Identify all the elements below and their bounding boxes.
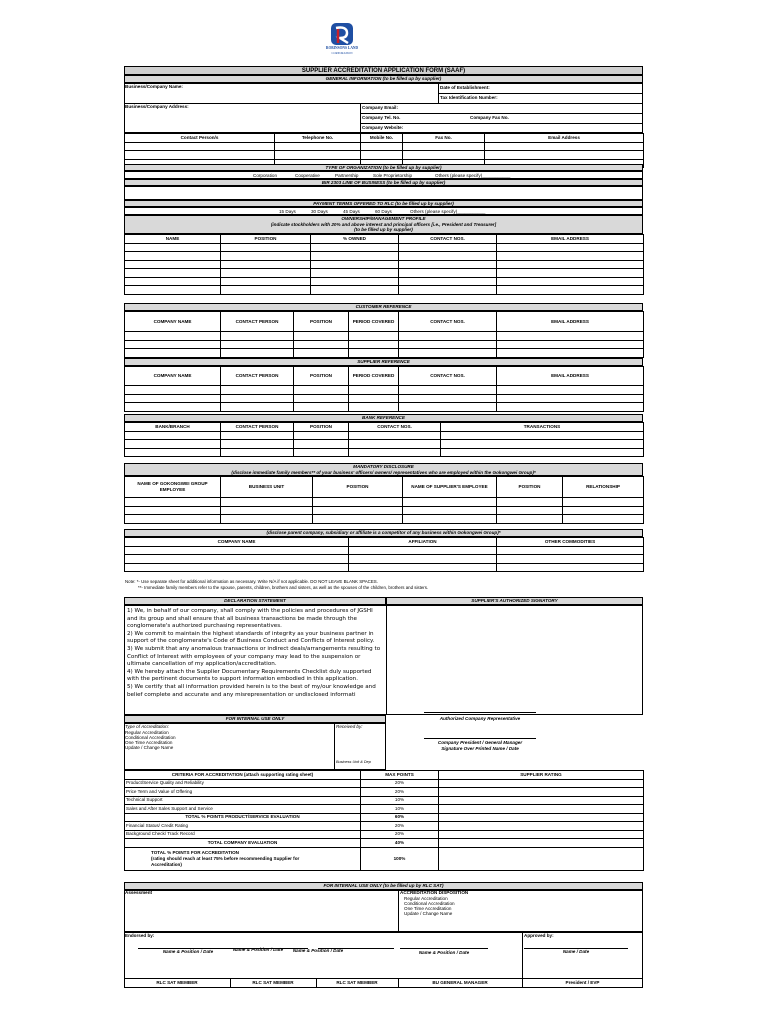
mandatory-subtitle: (disclose immediate family members** of your business' officers/ owners/ representatives who are employed within the Gokongwei Group)* bbox=[231, 469, 536, 475]
table-header-row bbox=[125, 477, 644, 498]
table-row[interactable] bbox=[125, 252, 644, 261]
ownership-table bbox=[124, 234, 644, 295]
payment-option[interactable]: Others (please specify)___________ bbox=[410, 209, 486, 214]
col-header: POSITION bbox=[221, 235, 311, 244]
table-row[interactable] bbox=[125, 332, 644, 341]
table-header-row bbox=[125, 312, 644, 332]
col-header: TRANSACTIONS bbox=[441, 423, 644, 432]
table-row: Sales and After Sales Support and Service 10% bbox=[125, 805, 644, 814]
col-header: COMPANY NAME bbox=[125, 312, 221, 332]
declaration-text bbox=[127, 608, 385, 699]
payment-option[interactable]: 30 Days bbox=[311, 209, 328, 214]
col-header: POSITION bbox=[313, 477, 403, 498]
approved-by-label: Approved by: bbox=[524, 933, 554, 938]
col-header: EMAIL ADDRESS bbox=[497, 312, 644, 332]
org-type-header: TYPE OF ORGANIZATION (to be filled up by supplier) bbox=[124, 164, 643, 171]
table-row: Financial Status/ Credit Rating 20% bbox=[125, 822, 644, 831]
table-header-row bbox=[125, 235, 644, 244]
signatory-header: SUPPLIER'S AUTHORIZED SIGNATORY bbox=[386, 597, 643, 605]
col-header: CONTACT NOS. bbox=[349, 423, 441, 432]
table-row[interactable] bbox=[125, 386, 644, 395]
declaration-item: 3) We submit that any anomalous transactions or indirect deals/arrangements resulting to Conflict of Interest with employees of your company may lead to the suspension or ultimate cancellation of my application/accreditation. bbox=[127, 645, 381, 668]
declaration-header: DECLARATION STATEMENT bbox=[124, 597, 386, 605]
role-label: RLC SAT MEMBER bbox=[252, 980, 294, 985]
col-header: BANK/BRANCH bbox=[125, 423, 221, 432]
table-row[interactable] bbox=[125, 142, 644, 151]
payment-option[interactable]: 60 Days bbox=[375, 209, 392, 214]
col-header: NAME OF SUPPLIER'S EMPLOYEE bbox=[403, 477, 497, 498]
sig-label: Name & Position / Date bbox=[292, 948, 344, 953]
table-row[interactable] bbox=[125, 506, 644, 515]
disposition-option[interactable]: Conditional Accreditation bbox=[404, 901, 455, 906]
table-row[interactable] bbox=[125, 498, 644, 507]
logo-text: ROBINSONS LAND bbox=[325, 46, 359, 50]
total-points: 100% bbox=[361, 847, 439, 870]
max-points-col-header: MAX POINTS bbox=[361, 771, 439, 780]
tin-label: Tax Identification Number: bbox=[440, 95, 498, 100]
col-header: CONTACT PERSON bbox=[221, 367, 294, 386]
customer-ref-header: CUSTOMER REFERENCE bbox=[124, 303, 643, 311]
col-header: CONTACT NOS. bbox=[399, 235, 497, 244]
sat-header: FOR INTERNAL USE ONLY (to be filled up by RLC SAT) bbox=[124, 882, 643, 890]
criteria-table bbox=[124, 770, 644, 871]
business-address-label: Business/Company Address: bbox=[125, 104, 189, 109]
sig-label: Name & Position / Date bbox=[162, 949, 214, 954]
table-row: Product/Service Quality and Reliability 20% bbox=[125, 779, 644, 788]
table-header-row bbox=[125, 367, 644, 386]
disposition-option[interactable]: Update / Change Name bbox=[404, 911, 453, 916]
sat-assessment-box bbox=[124, 890, 643, 932]
company-logo bbox=[318, 22, 366, 64]
note-line-1: Note: *- Use separate sheet for additional information as necessary. Write N/A if not applicable. DO NOT LEAVE BLANK SPACES. bbox=[125, 579, 378, 584]
bu-label: Business Unit & Dep bbox=[336, 760, 371, 764]
ownership-header bbox=[124, 215, 643, 234]
bank-ref-table bbox=[124, 422, 644, 457]
col-header: COMPANY NAME bbox=[125, 538, 349, 547]
role-label: President / EVP bbox=[565, 980, 600, 985]
table-row[interactable] bbox=[125, 277, 644, 286]
table-row[interactable] bbox=[125, 555, 644, 564]
table-row[interactable] bbox=[125, 440, 644, 449]
accreditation-type-option[interactable]: Regular Accreditation bbox=[125, 730, 169, 735]
table-row[interactable] bbox=[125, 151, 644, 160]
accreditation-type-option[interactable]: Update / Change Name bbox=[125, 745, 174, 750]
table-row[interactable] bbox=[125, 515, 644, 524]
bank-ref-header: BANK REFERENCE bbox=[124, 414, 643, 422]
org-option[interactable]: Partnership bbox=[335, 173, 359, 178]
company-email-label: Company Email: bbox=[362, 105, 398, 110]
table-row[interactable] bbox=[125, 260, 644, 269]
bir-header: BIR 2303 LINE OF BUSINESS (to be filled up by supplier) bbox=[124, 179, 643, 186]
sig-label: Name & Position / Date bbox=[418, 950, 470, 955]
role-label: BU GENERAL MANAGER bbox=[432, 980, 488, 985]
table-header-row bbox=[125, 771, 644, 780]
col-header: CONTACT PERSON bbox=[221, 423, 294, 432]
payment-terms-header: PAYMENT TERMS OFFERED TO RLC (to be filled up by supplier) bbox=[124, 200, 643, 207]
table-header-row bbox=[125, 423, 644, 432]
table-row[interactable] bbox=[125, 243, 644, 252]
col-header: Telephone No. bbox=[275, 134, 361, 143]
table-header-row bbox=[125, 538, 644, 547]
sig-label: Name / Date bbox=[562, 949, 590, 954]
col-header: PERIOD COVERED bbox=[349, 312, 399, 332]
ownership-subtitle: (indicate stockholders with 20% and above interest and principal officers [i.e., President and Treasurer] bbox=[270, 221, 497, 227]
org-type-options[interactable] bbox=[124, 171, 643, 179]
table-row[interactable] bbox=[125, 340, 644, 349]
col-header: EMAIL ADDRESS bbox=[497, 367, 644, 386]
table-row[interactable] bbox=[125, 448, 644, 457]
table-row[interactable] bbox=[125, 403, 644, 412]
col-header: POSITION bbox=[294, 423, 349, 432]
col-header: CONTACT NOS. bbox=[399, 312, 497, 332]
bir-field[interactable] bbox=[124, 186, 643, 200]
table-row[interactable] bbox=[125, 546, 644, 555]
declaration-item: 5) We certify that all information provided herein is to the best of my/our knowledge and belief complete and accurate and any misrepresentation or undisclosed informati bbox=[127, 683, 376, 698]
col-header: Mobile No. bbox=[361, 134, 403, 143]
saaf-form bbox=[124, 66, 643, 988]
accreditation-type-option[interactable]: One Time Accreditation bbox=[125, 740, 173, 745]
ownership-title: OWNERSHIP/MANAGEMENT PROFILE bbox=[341, 216, 426, 221]
received-by-label: Received by: bbox=[336, 724, 363, 729]
table-row[interactable] bbox=[125, 349, 644, 358]
declaration-item: 4) We hereby attach the Supplier Documentary Requirements Checklist duly supported with the pertinent documents to support information embodied in this application. bbox=[127, 668, 372, 683]
declaration-item: 2) We commit to maintain the highest standards of integrity as your business partner in support of the conglomerate's Code of Business Conduct and Conflicts of Interest policy. bbox=[127, 630, 375, 645]
logo-mark-icon bbox=[318, 22, 366, 64]
internal-use-header: FOR INTERNAL USE ONLY bbox=[124, 715, 386, 723]
logo-subtext: CORPORATION bbox=[331, 51, 353, 55]
col-header: EMAIL ADDRESS bbox=[497, 235, 644, 244]
rating-col-header: SUPPLIER RATING bbox=[439, 771, 644, 780]
payment-terms-options[interactable] bbox=[124, 207, 643, 215]
role-label: RLC SAT MEMBER bbox=[156, 980, 198, 985]
col-header: NAME bbox=[125, 235, 221, 244]
col-header: POSITION bbox=[497, 477, 563, 498]
accreditation-type-option[interactable]: Conditional Accreditation bbox=[125, 735, 176, 740]
competitor-disclosure-table bbox=[124, 537, 644, 572]
col-header: BUSINESS UNIT bbox=[221, 477, 313, 498]
table-row[interactable] bbox=[125, 286, 644, 295]
supplier-ref-header: SUPPLIER REFERENCE bbox=[124, 358, 643, 366]
declaration-item: 1) We, in behalf of our company, shall comply with the policies and procedures of JGSHI and its group and shall ensure that all business transactions be made through the conglomerate's authorized purchasing representatives. bbox=[127, 608, 373, 630]
disposition-option[interactable]: One Time Accreditation bbox=[404, 906, 452, 911]
table-row: Price Term and Value of Offering 20% bbox=[125, 788, 644, 797]
general-info-header: GENERAL INFORMATION (to be filled up by supplier) bbox=[124, 75, 643, 83]
competitor-disclosure-header: (disclose parent company, subsidiary or affiliate is a competitor of any business within Gokongwei Group)* bbox=[124, 529, 643, 537]
org-option[interactable]: Others (please specify)___________ bbox=[435, 173, 511, 178]
accreditation-type-label: Type of Accreditation: bbox=[125, 724, 169, 729]
endorsed-by-label: Endorsed by: bbox=[125, 933, 155, 938]
customer-ref-table bbox=[124, 311, 644, 358]
col-header: Fax No. bbox=[403, 134, 485, 143]
org-option[interactable]: Sole Proprietorship bbox=[373, 173, 413, 178]
col-header: CONTACT NOS. bbox=[399, 367, 497, 386]
payment-option[interactable]: 45 Days bbox=[343, 209, 360, 214]
sig-label: Name & Position / Date bbox=[232, 947, 284, 952]
signature-label: Signature Over Printed Name / Date bbox=[441, 746, 519, 751]
total-label: TOTAL % POINTS FOR ACCREDITATION (rating should reach at least 75% before recommending Supplier for Accreditation) bbox=[125, 847, 361, 870]
supplier-ref-table bbox=[124, 366, 644, 412]
table-row[interactable] bbox=[125, 431, 644, 440]
col-header: PERIOD COVERED bbox=[349, 367, 399, 386]
date-est-label: Date of Establishment: bbox=[440, 85, 490, 90]
col-header: CONTACT PERSON bbox=[221, 312, 294, 332]
table-row: TOTAL COMPANY EVALUATION 40% bbox=[125, 839, 644, 848]
col-header: Contact Person/s bbox=[125, 134, 275, 143]
company-tel-label: Company Tel. No. bbox=[362, 115, 401, 120]
table-row: Background Check/ Track Record 20% bbox=[125, 830, 644, 839]
criteria-col-header: CRITERIA FOR ACCREDITATION (attach supporting rating sheet) bbox=[125, 771, 361, 780]
form-title: SUPPLIER ACCREDITATION APPLICATION FORM (SAAF) bbox=[124, 66, 643, 75]
col-header: OTHER COMMODITIES bbox=[497, 538, 644, 547]
mandatory-title: MANDATORY DISCLOSURE bbox=[353, 464, 414, 469]
disposition-option[interactable]: Regular Accreditation bbox=[404, 896, 448, 901]
ownership-note: (to be filled up by supplier) bbox=[354, 227, 413, 233]
declaration-box bbox=[124, 605, 643, 715]
col-header: COMPANY NAME bbox=[125, 367, 221, 386]
col-header: RELATIONSHIP bbox=[563, 477, 644, 498]
business-name-label: Business/Company Name: bbox=[125, 84, 183, 89]
col-header: Email Address bbox=[485, 134, 644, 143]
col-header: POSITION bbox=[294, 312, 349, 332]
family-disclosure-table bbox=[124, 476, 644, 524]
disposition-label: ACCREDITATION DISPOSITION bbox=[400, 890, 469, 895]
table-row: TOTAL % POINTS PRODUCT/SERVICE EVALUATION 60% bbox=[125, 813, 644, 822]
col-header: % OWNED bbox=[311, 235, 399, 244]
total-row bbox=[125, 847, 644, 870]
table-row[interactable] bbox=[125, 394, 644, 403]
table-row: Technical Support 10% bbox=[125, 796, 644, 805]
note-line-2: **- Immediate family members refer to the spouse, parents, children, brothers and sisters, as well as the spouses of the children, brothers and sisters. bbox=[138, 585, 429, 590]
rep-label: Authorized Company Representative bbox=[439, 716, 521, 721]
role-label: RLC SAT MEMBER bbox=[336, 980, 378, 985]
org-option[interactable]: Cooperative bbox=[295, 173, 320, 178]
assessment-label: Assessment bbox=[125, 890, 153, 895]
org-option[interactable]: Corporation bbox=[253, 173, 278, 178]
mandatory-disclosure-header bbox=[124, 463, 643, 476]
col-header: AFFILIATION bbox=[349, 538, 497, 547]
contact-persons-table bbox=[124, 133, 644, 168]
col-header: POSITION bbox=[294, 367, 349, 386]
table-row[interactable] bbox=[125, 563, 644, 572]
company-fax-label: Company Fax No. bbox=[470, 115, 509, 120]
payment-option[interactable]: 15 Days bbox=[279, 209, 296, 214]
table-row[interactable] bbox=[125, 269, 644, 278]
col-header: NAME OF GOKONGWEI GROUP EMPLOYEE bbox=[125, 477, 221, 498]
president-label: Company President / General Manager bbox=[437, 740, 523, 745]
company-website-label: Company Website: bbox=[362, 125, 404, 130]
table-header-row bbox=[125, 134, 644, 143]
